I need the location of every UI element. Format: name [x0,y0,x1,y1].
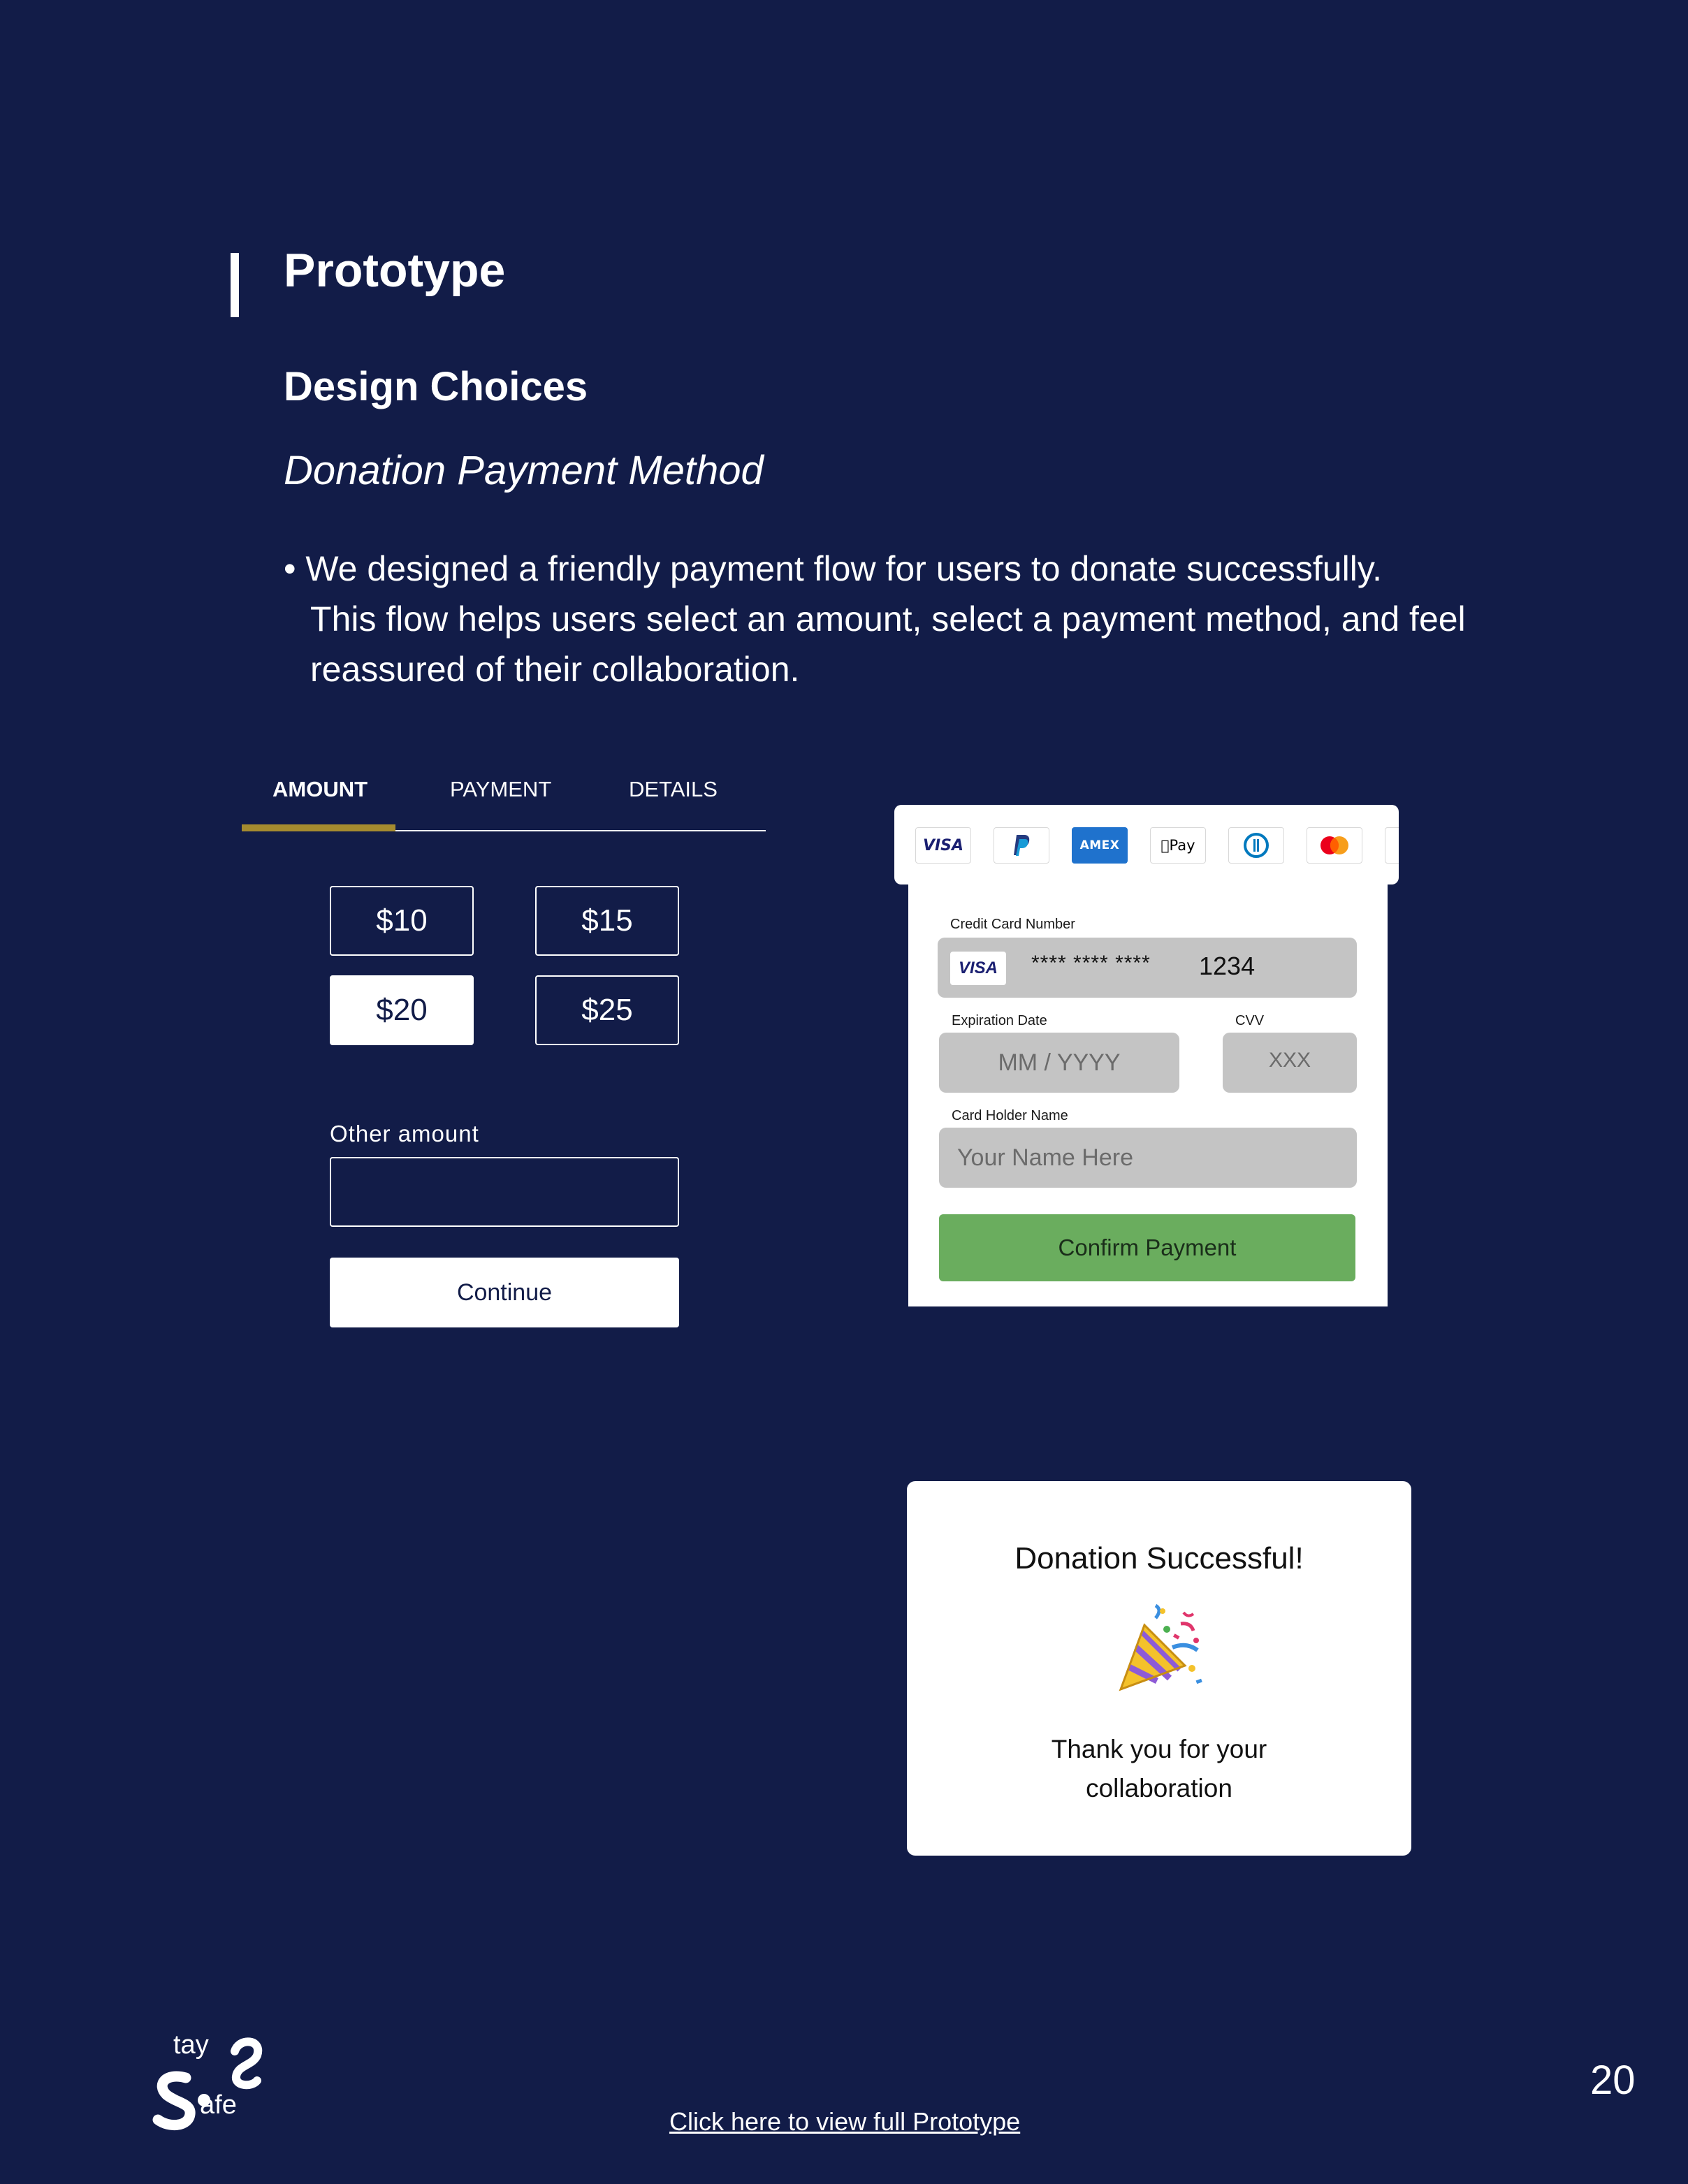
success-message [907,1730,1411,1808]
tab-details[interactable]: DETAILS [629,777,718,801]
amex-icon[interactable]: AMEX [1072,827,1128,864]
mastercard-icon[interactable] [1307,827,1362,864]
success-message-line: collaboration [1086,1774,1232,1803]
page-number: 20 [1590,2058,1636,2103]
holder-name-field[interactable]: Your Name Here [939,1128,1357,1188]
success-dialog [907,1481,1411,1856]
card-number-field[interactable] [938,938,1357,998]
continue-button[interactable]: Continue [330,1258,679,1327]
card-number-label: Credit Card Number [950,917,1075,932]
staysafe-logo [151,2026,263,2131]
bullet-line: This flow helps users select an amount, select a payment method, and feel [310,599,1466,639]
other-amount-input[interactable] [330,1157,679,1227]
card-number-last4: 1234 [1199,952,1256,980]
cvv-label: CVV [1235,1013,1265,1028]
bullet-line: • We designed a friendly payment flow for users to donate successfully. [284,549,1382,588]
amount-button-25[interactable]: $25 [535,975,679,1045]
apple-pay-icon[interactable]: Pay [1150,827,1206,864]
more-methods-icon[interactable] [1385,827,1399,864]
expiry-field[interactable]: MM / YYYY [939,1033,1179,1093]
paypal-icon[interactable] [994,827,1049,864]
logo-text-top: tay [173,2030,209,2060]
diners-club-icon[interactable] [1228,827,1284,864]
confirm-payment-button[interactable]: Confirm Payment [939,1214,1355,1281]
logo-text-bottom: afe [200,2090,237,2120]
card-number-mask: **** **** **** [1031,952,1151,975]
holder-name-label: Card Holder Name [952,1108,1068,1123]
payment-methods-strip [894,805,1399,884]
tab-payment[interactable]: PAYMENT [450,777,552,801]
amount-button-15[interactable]: $15 [535,886,679,956]
party-popper-icon [1114,1604,1206,1696]
section-subtitle: Design Choices [284,364,588,409]
active-tab-indicator [242,824,395,831]
success-title: Donation Successful! [1014,1541,1304,1575]
expiry-label: Expiration Date [952,1013,1047,1028]
section-topic: Donation Payment Method [284,448,764,493]
description-bullet [284,544,1562,694]
visa-icon[interactable]: VISA [915,827,971,864]
card-payment-form [908,884,1388,1306]
page-title: Prototype [284,244,506,297]
donation-tabs [242,769,766,831]
section-marker-bar [231,253,239,317]
success-message-line: Thank you for your [1051,1735,1267,1763]
bullet-line: reassured of their collaboration. [310,650,800,689]
cvv-field[interactable]: XXX [1223,1033,1357,1093]
full-prototype-link[interactable]: Click here to view full Prototype [669,2107,1021,2136]
visa-icon: VISA [950,952,1006,985]
amount-button-10[interactable]: $10 [330,886,474,956]
other-amount-label: Other amount [330,1121,479,1146]
amount-button-20[interactable]: $20 [330,975,474,1045]
tab-amount[interactable]: AMOUNT [272,777,368,801]
